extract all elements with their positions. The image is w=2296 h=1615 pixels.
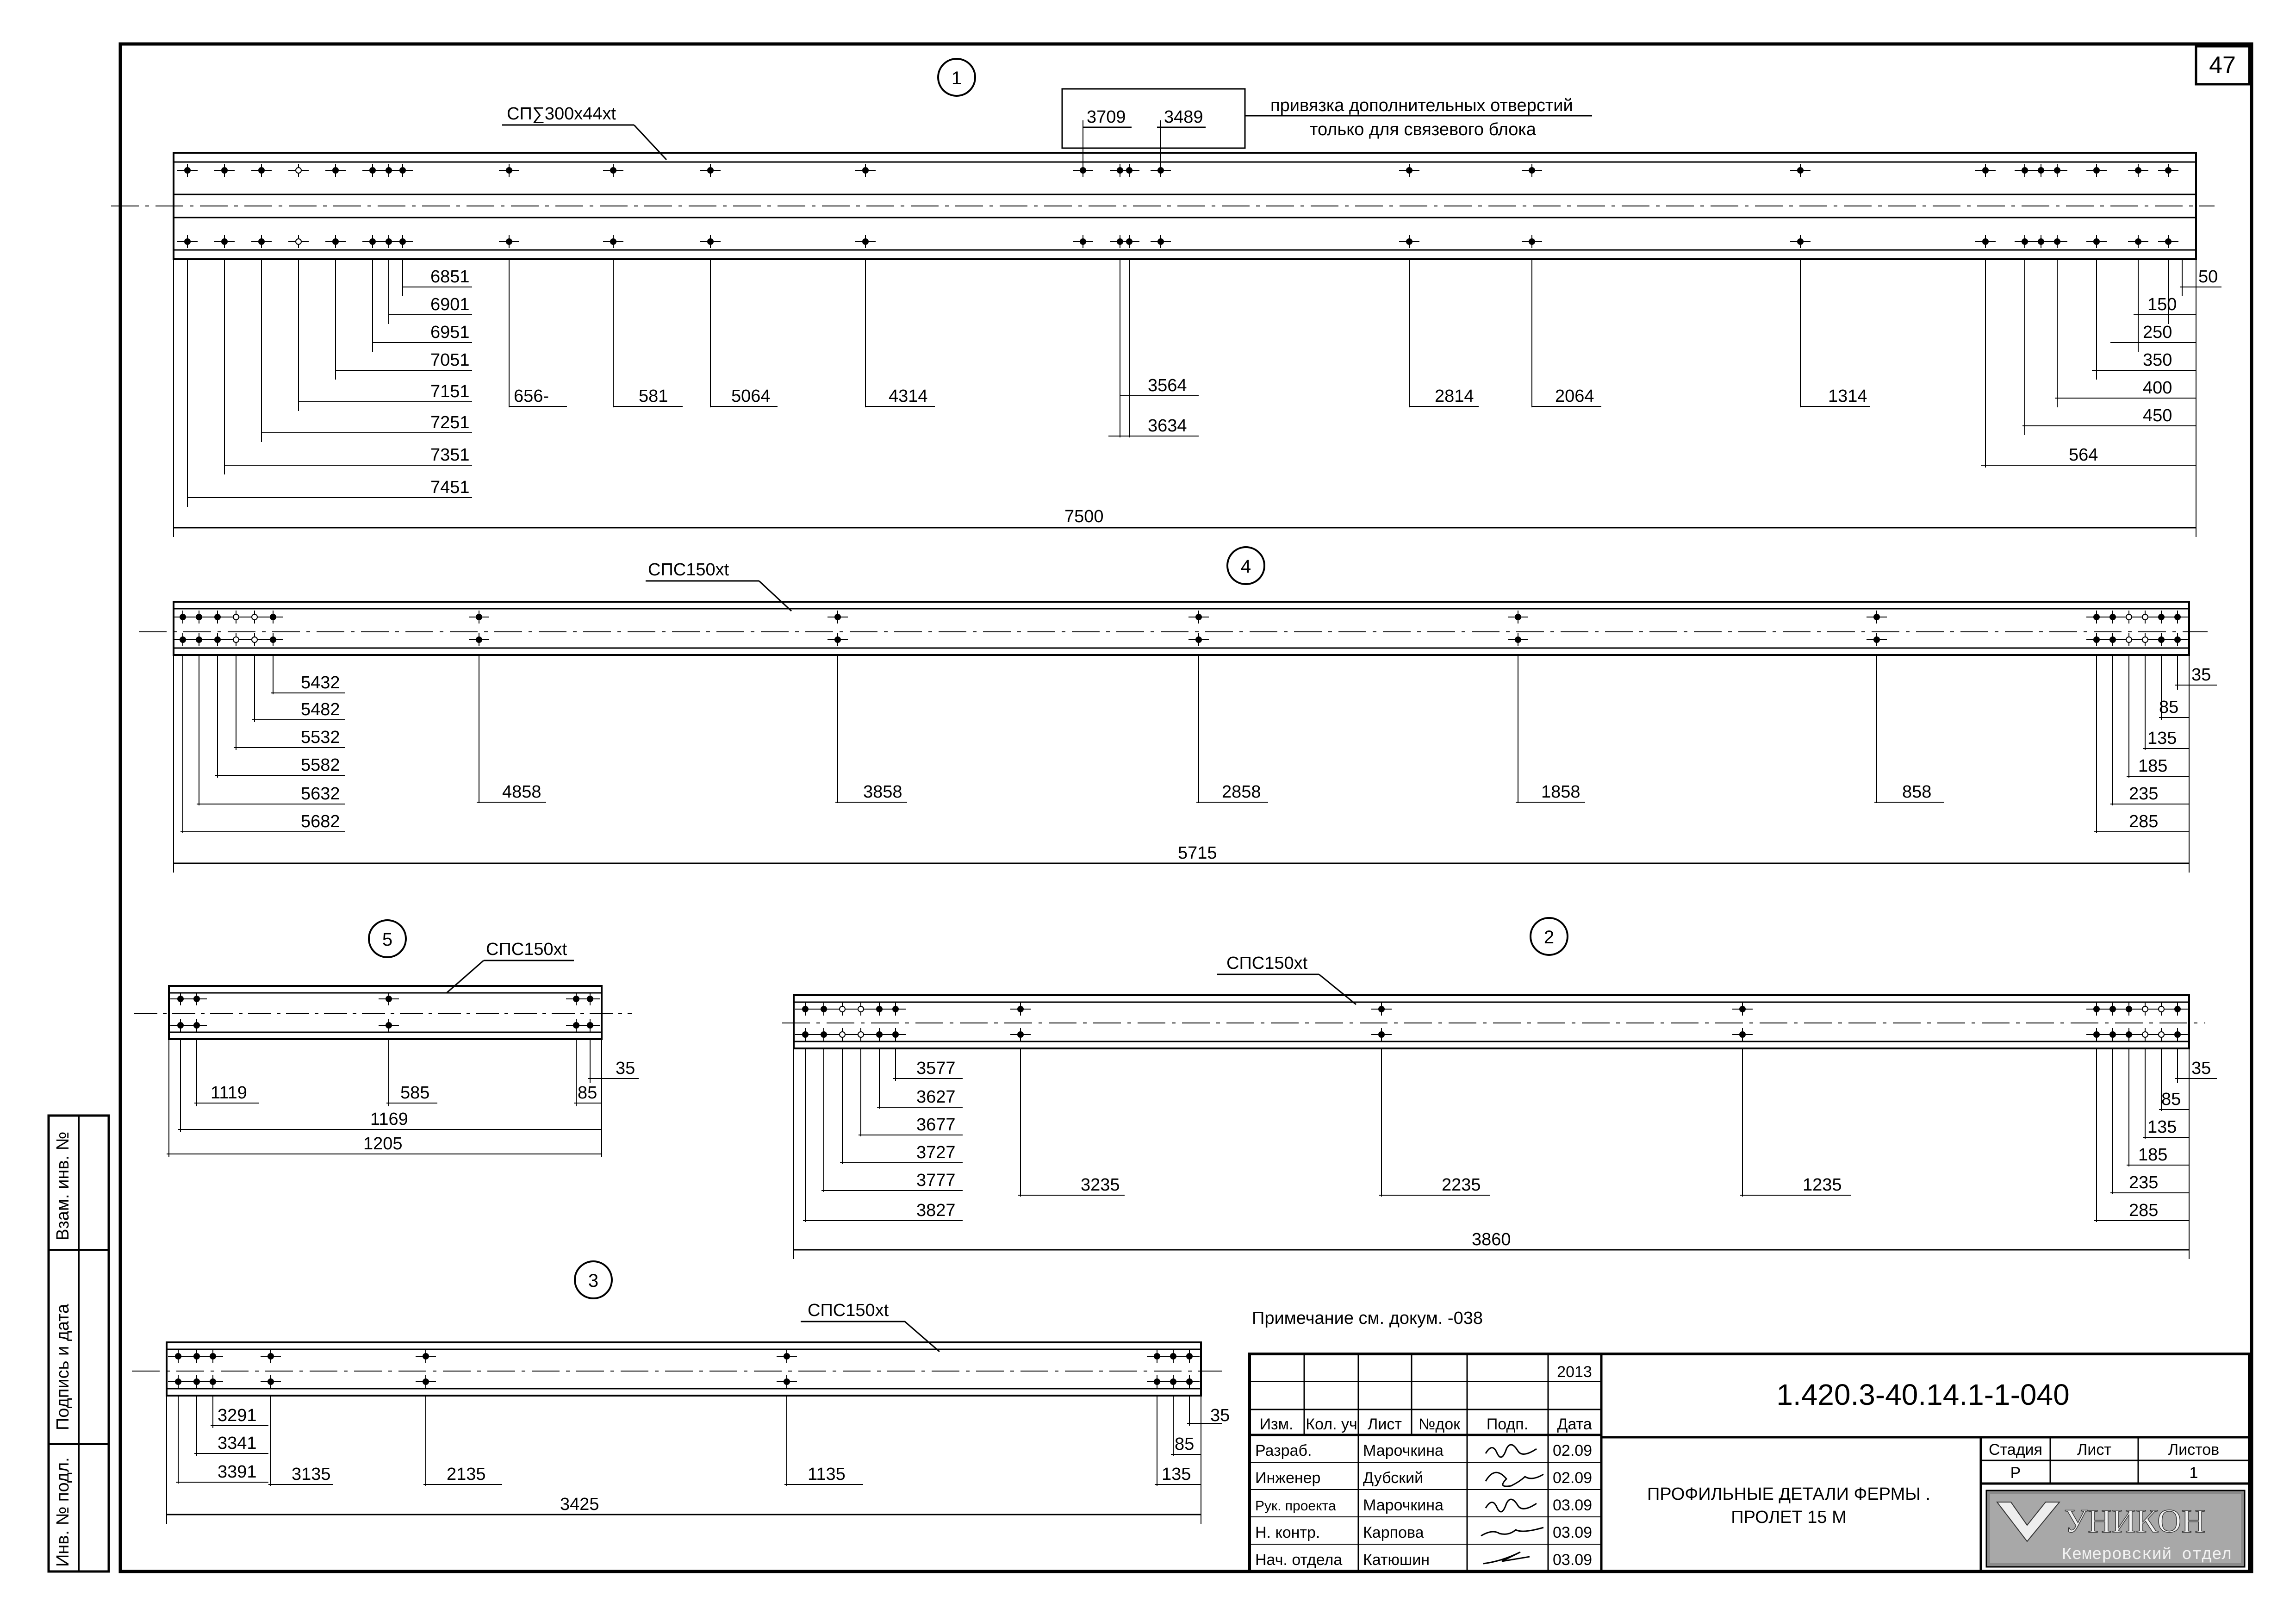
- bolt-hole: [423, 1353, 429, 1359]
- bolt-hole: [784, 1379, 790, 1384]
- detail-3-dim-right-2: 85: [1175, 1434, 1195, 1454]
- title-block-headers: [1260, 1415, 1592, 1433]
- detail-4-profile: СПС150хt: [648, 560, 729, 580]
- bolt-hole: [610, 168, 616, 173]
- detail-1-dim-mid-9: 1314: [1828, 387, 1867, 406]
- bolt-hole: [573, 1023, 579, 1028]
- bolt-hole: [1798, 168, 1803, 173]
- bolt-hole: [863, 168, 868, 173]
- row-name-2: Дубский: [1363, 1469, 1424, 1487]
- detail-4-holes: [173, 611, 2188, 646]
- detail-1-dim-mid-5: 3564: [1148, 376, 1187, 395]
- detail-2-dim-left-4: 3727: [916, 1143, 956, 1162]
- detail-5-number: 5: [382, 929, 393, 950]
- detail-2-number: 2: [1543, 927, 1555, 948]
- bolt-hole: [2038, 239, 2044, 244]
- bolt-hole: [803, 1032, 808, 1037]
- detail-1-dim-right-5: 400: [2143, 378, 2172, 398]
- detail-1-dim-mid-4: 4314: [889, 387, 928, 406]
- detail-2-beam: [794, 995, 2189, 1048]
- detail-4-dim-mid-4: 1858: [1541, 782, 1580, 802]
- bolt-hole: [2142, 1032, 2148, 1037]
- detail-1-dim-right-6: 450: [2143, 406, 2172, 425]
- bolt-hole: [877, 1032, 882, 1037]
- bolt-hole: [259, 239, 264, 244]
- detail-3-dim-left-3: 3391: [218, 1462, 257, 1482]
- bolt-hole: [178, 1023, 183, 1028]
- bolt-hole: [194, 996, 199, 1002]
- bolt-hole: [2110, 1032, 2116, 1037]
- detail-3-dim-left-1: 3291: [218, 1406, 257, 1425]
- bolt-hole: [1196, 614, 1201, 620]
- detail-4-dim-right-6: 285: [2129, 812, 2159, 831]
- bolt-hole: [2094, 1032, 2099, 1037]
- detail-2-dim-right-1: 35: [2191, 1059, 2211, 1078]
- title-block-desc-2: ПРОЛЕТ 15 М: [1731, 1508, 1847, 1527]
- detail-4-dim-left-6: 5682: [301, 812, 340, 831]
- bolt-hole: [1529, 239, 1535, 244]
- detail-5-holes: [170, 992, 600, 1032]
- bolt-hole: [386, 996, 392, 1002]
- bolt-hole: [2094, 1006, 2099, 1012]
- title-block-desc-1: ПРОФИЛЬНЫЕ ДЕТАЛИ ФЕРМЫ .: [1647, 1484, 1931, 1504]
- company-logo: [1986, 1490, 2245, 1567]
- detail-5-dim-2: 585: [400, 1083, 430, 1103]
- bolt-hole: [1983, 168, 1988, 173]
- side-stamp-podpis: Подпись и дата: [53, 1303, 73, 1430]
- bolt-hole: [268, 1379, 274, 1384]
- row-role-1: Разраб.: [1255, 1442, 1312, 1459]
- detail-2-dim-mid-2: 2235: [1442, 1175, 1481, 1195]
- header-kol: Кол. уч: [1306, 1415, 1357, 1433]
- detail-1-note-line1: привязка дополнительных отверстий: [1270, 96, 1573, 115]
- bolt-hole: [333, 239, 338, 244]
- bolt-hole: [400, 168, 405, 173]
- detail-2-dim-left-2: 3627: [916, 1087, 956, 1107]
- title-block-sheets-label: Листов: [2168, 1441, 2220, 1459]
- detail-1-dim-right-4: 350: [2143, 350, 2172, 370]
- detail-3-dim-mid-1: 3135: [292, 1465, 331, 1484]
- bolt-hole: [1170, 1353, 1176, 1359]
- logo-sub: Кемеровский отдел: [2062, 1545, 2232, 1564]
- detail-3-dim-right-3: 135: [1162, 1465, 1191, 1484]
- detail-3-holes: [168, 1350, 1200, 1388]
- detail-4-dim-right-2: 85: [2159, 698, 2179, 717]
- detail-3-dim-mid-2: 2135: [447, 1465, 486, 1484]
- detail-5-length: 1205: [363, 1134, 403, 1154]
- bolt-hole: [803, 1006, 808, 1012]
- bolt-hole: [708, 168, 713, 173]
- bolt-hole: [180, 637, 186, 642]
- row-name-1: Марочкина: [1363, 1442, 1444, 1459]
- detail-4-dim-left-1: 5432: [301, 673, 340, 692]
- bolt-hole: [2126, 1006, 2132, 1012]
- detail-2-holes: [795, 1003, 2188, 1041]
- detail-5-profile: СПС150хt: [486, 940, 567, 959]
- detail-1-dim-mid-7: 2814: [1435, 387, 1474, 406]
- bolt-hole: [821, 1006, 827, 1012]
- bolt-hole: [175, 1379, 181, 1384]
- bolt-hole: [893, 1032, 898, 1037]
- bolt-hole: [2135, 168, 2141, 173]
- row-date-4: 03.09: [1553, 1524, 1593, 1541]
- detail-4-length: 5715: [1178, 843, 1217, 863]
- bolt-hole: [2165, 168, 2171, 173]
- bolt-hole: [259, 168, 264, 173]
- bolt-hole: [1158, 239, 1164, 244]
- row-role-2: Инженер: [1255, 1469, 1321, 1487]
- bolt-hole: [2126, 1032, 2132, 1037]
- bolt-hole: [423, 1379, 429, 1384]
- bolt-hole: [185, 168, 190, 173]
- bolt-hole: [2126, 614, 2132, 620]
- bolt-hole: [215, 637, 220, 642]
- detail-2-dim-right-6: 285: [2129, 1201, 2159, 1220]
- detail-1-number: 1: [951, 68, 962, 88]
- detail-5-dim-3: 85: [578, 1083, 597, 1103]
- bolt-hole: [2175, 1006, 2180, 1012]
- bolt-hole: [1154, 1353, 1160, 1359]
- detail-5-dim-1: 1119: [211, 1083, 247, 1103]
- detail-1-dim-right-2: 150: [2147, 295, 2177, 314]
- detail-4-dim-left-2: 5482: [301, 700, 340, 719]
- row-role-5: Нач. отдела: [1255, 1551, 1343, 1569]
- detail-1-dim-mid-8: 2064: [1555, 387, 1594, 406]
- header-list: Лист: [1368, 1415, 1402, 1433]
- bolt-hole: [1126, 168, 1132, 173]
- bolt-hole: [2165, 239, 2171, 244]
- detail-2-dim-mid-1: 3235: [1081, 1175, 1120, 1195]
- bolt-hole: [2022, 239, 2028, 244]
- bolt-hole: [2159, 637, 2164, 642]
- bolt-hole: [1379, 1032, 1384, 1037]
- bolt-hole: [296, 239, 301, 244]
- detail-4-dim-right-4: 185: [2138, 756, 2168, 776]
- detail-3-dim-mid-3: 1135: [808, 1465, 846, 1484]
- detail-2-dim-right-5: 235: [2129, 1173, 2159, 1192]
- bolt-hole: [2094, 168, 2099, 173]
- title-block-stage-label: Стадия: [1989, 1441, 2042, 1459]
- bolt-hole: [194, 1379, 199, 1384]
- bolt-hole: [858, 1032, 864, 1037]
- bolt-hole: [2142, 614, 2148, 620]
- detail-1-note-dim-a: 3709: [1087, 107, 1126, 127]
- detail-3-dim-left-2: 3341: [218, 1434, 257, 1453]
- detail-2-profile: СПС150хt: [1226, 954, 1308, 973]
- row-name-4: Карпова: [1363, 1524, 1424, 1541]
- bolt-hole: [194, 1023, 199, 1028]
- bolt-hole: [1740, 1006, 1745, 1012]
- bolt-hole: [506, 239, 512, 244]
- detail-1-dim-left-4: 7051: [430, 350, 470, 370]
- bolt-hole: [835, 637, 840, 642]
- bolt-hole: [370, 239, 375, 244]
- bolt-hole: [196, 637, 202, 642]
- detail-1-dim-right-3: 250: [2143, 323, 2172, 342]
- header-ndoc: №док: [1418, 1415, 1461, 1433]
- detail-2-dim-left-5: 3777: [916, 1171, 956, 1190]
- detail-2-dim-left-3: 3677: [916, 1115, 956, 1135]
- detail-2-dim-left-6: 3827: [916, 1201, 956, 1220]
- title-block-sheets: 1: [2189, 1464, 2198, 1482]
- bolt-hole: [1515, 637, 1521, 642]
- title-block-rows: [1255, 1442, 1592, 1569]
- detail-1-length: 7500: [1064, 507, 1104, 526]
- header-podp: Подп.: [1486, 1415, 1529, 1433]
- bolt-hole: [1187, 1353, 1192, 1359]
- bolt-hole: [863, 239, 868, 244]
- bolt-hole: [1196, 637, 1201, 642]
- detail-2-dim-right-2: 85: [2161, 1090, 2181, 1109]
- title-block-designation: 1.420.3-40.14.1-1-040: [1776, 1378, 2070, 1411]
- title-block-stage: Р: [2010, 1464, 2021, 1482]
- bolt-hole: [1874, 637, 1879, 642]
- bolt-hole: [196, 614, 202, 620]
- detail-1: [111, 59, 2221, 537]
- bolt-hole: [2110, 637, 2116, 642]
- detail-4-dim-right-5: 235: [2129, 784, 2159, 804]
- detail-2-dim-right-4: 185: [2138, 1145, 2168, 1165]
- bolt-hole: [2094, 239, 2099, 244]
- detail-4-dim-mid-1: 4858: [502, 782, 541, 802]
- bolt-hole: [215, 614, 220, 620]
- bolt-hole: [386, 1023, 392, 1028]
- detail-1-dim-left-1: 6851: [430, 267, 470, 287]
- bolt-hole: [1018, 1006, 1023, 1012]
- bolt-hole: [2038, 168, 2044, 173]
- bolt-hole: [1126, 239, 1132, 244]
- bolt-hole: [2135, 239, 2141, 244]
- bolt-hole: [1515, 614, 1521, 620]
- detail-4-dim-right-3: 135: [2147, 729, 2177, 748]
- bolt-hole: [858, 1006, 864, 1012]
- bolt-hole: [2054, 239, 2060, 244]
- title-block-sheet-label: Лист: [2077, 1441, 2111, 1459]
- bolt-hole: [2022, 168, 2028, 173]
- bolt-hole: [506, 168, 512, 173]
- bolt-hole: [1170, 1379, 1176, 1384]
- bolt-hole: [1798, 239, 1803, 244]
- bolt-hole: [268, 1353, 274, 1359]
- detail-4-dim-left-4: 5582: [301, 755, 340, 775]
- detail-2: [782, 918, 2217, 1259]
- detail-4-dim-mid-2: 3858: [863, 782, 902, 802]
- detail-4-number: 4: [1240, 556, 1251, 577]
- detail-1-dim-right-1: 50: [2198, 267, 2218, 287]
- bolt-hole: [1874, 614, 1879, 620]
- bolt-hole: [587, 996, 593, 1002]
- detail-1-dim-mid-1: 656-: [514, 387, 549, 406]
- bolt-hole: [2054, 168, 2060, 173]
- side-stamp-vzam: Взам. инв. №: [53, 1131, 73, 1241]
- bolt-hole: [222, 168, 227, 173]
- row-role-3: Рук. проекта: [1255, 1498, 1336, 1514]
- detail-3-number: 3: [588, 1271, 599, 1291]
- bolt-hole: [877, 1006, 882, 1012]
- detail-4-dim-right-1: 35: [2191, 665, 2211, 685]
- detail-5: [134, 920, 639, 1157]
- detail-2-length: 3860: [1472, 1230, 1511, 1249]
- bolt-hole: [1154, 1379, 1160, 1384]
- title-block-year: 2013: [1557, 1363, 1592, 1381]
- bolt-hole: [252, 614, 257, 620]
- bolt-hole: [180, 614, 186, 620]
- bolt-hole: [370, 168, 375, 173]
- bolt-hole: [2110, 614, 2116, 620]
- bolt-hole: [1187, 1379, 1192, 1384]
- bolt-hole: [840, 1032, 845, 1037]
- detail-1-dim-mid-6: 3634: [1148, 416, 1187, 436]
- bolt-hole: [893, 1006, 898, 1012]
- bolt-hole: [185, 239, 190, 244]
- header-data: Дата: [1557, 1415, 1592, 1433]
- bolt-hole: [708, 239, 713, 244]
- bolt-hole: [2094, 614, 2099, 620]
- detail-4-dim-left-3: 5532: [301, 728, 340, 747]
- row-date-3: 03.09: [1553, 1497, 1593, 1514]
- bolt-hole: [2110, 1006, 2116, 1012]
- detail-5-dim-4: 35: [616, 1059, 635, 1078]
- detail-1-dim-left-7: 7351: [430, 445, 470, 465]
- bolt-hole: [2094, 637, 2099, 642]
- bolt-hole: [2175, 1032, 2180, 1037]
- row-role-4: Н. контр.: [1255, 1524, 1320, 1541]
- bolt-hole: [194, 1353, 199, 1359]
- bolt-hole: [2159, 614, 2164, 620]
- detail-5-dim-5: 1169: [370, 1110, 408, 1129]
- bolt-hole: [222, 239, 227, 244]
- detail-4-dim-mid-3: 2858: [1222, 782, 1261, 802]
- detail-3-beam: [167, 1342, 1201, 1396]
- bolt-hole: [233, 614, 239, 620]
- bolt-hole: [587, 1023, 593, 1028]
- bolt-hole: [1379, 1006, 1384, 1012]
- bolt-hole: [573, 996, 579, 1002]
- detail-3: [132, 1261, 1230, 1524]
- bolt-hole: [386, 239, 392, 244]
- side-stamp: [49, 1116, 109, 1571]
- bolt-hole: [1018, 1032, 1023, 1037]
- detail-2-dim-right-3: 135: [2147, 1117, 2177, 1137]
- bolt-hole: [270, 637, 276, 642]
- detail-3-length: 3425: [560, 1495, 599, 1514]
- detail-1-dim-left-5: 7151: [430, 382, 470, 401]
- detail-1-dim-left-3: 6951: [430, 323, 470, 342]
- bolt-hole: [1983, 239, 1988, 244]
- detail-1-dim-left-2: 6901: [430, 295, 470, 314]
- bolt-hole: [400, 239, 405, 244]
- logo-name: УНИКОН: [2064, 1503, 2206, 1540]
- detail-3-profile: СПС150хt: [808, 1301, 889, 1320]
- bolt-hole: [840, 1006, 845, 1012]
- detail-3-dim-right-1: 35: [1210, 1406, 1230, 1425]
- detail-1-dim-left-6: 7251: [430, 413, 470, 432]
- detail-1-dim-mid-2: 581: [639, 387, 668, 406]
- detail-1-profile: СП∑300х44хt: [507, 104, 616, 124]
- bolt-hole: [386, 168, 392, 173]
- bolt-hole: [175, 1353, 181, 1359]
- bolt-hole: [1080, 239, 1086, 244]
- bolt-hole: [1529, 168, 1535, 173]
- detail-1-dim-right-7: 564: [2069, 445, 2098, 465]
- bolt-hole: [476, 637, 482, 642]
- bolt-hole: [2159, 1006, 2164, 1012]
- detail-1-note-dim-b: 3489: [1164, 107, 1203, 127]
- bolt-hole: [210, 1353, 216, 1359]
- bolt-hole: [233, 637, 239, 642]
- bolt-hole: [835, 614, 840, 620]
- bolt-hole: [1406, 168, 1412, 173]
- bolt-hole: [2142, 637, 2148, 642]
- header-izm: Изм.: [1259, 1415, 1294, 1433]
- bolt-hole: [210, 1379, 216, 1384]
- row-date-1: 02.09: [1553, 1442, 1593, 1459]
- row-name-3: Марочкина: [1363, 1497, 1444, 1514]
- bolt-hole: [252, 637, 257, 642]
- bolt-hole: [2175, 614, 2180, 620]
- bolt-hole: [2142, 1006, 2148, 1012]
- note-text: Примечание см. докум. -038: [1252, 1309, 1483, 1328]
- detail-2-dim-mid-3: 1235: [1803, 1175, 1842, 1195]
- bolt-hole: [2159, 1032, 2164, 1037]
- bolt-hole: [2126, 637, 2132, 642]
- bolt-hole: [821, 1032, 827, 1037]
- row-name-5: Катюшин: [1363, 1551, 1430, 1569]
- detail-2-dim-left-1: 3577: [916, 1059, 956, 1078]
- bolt-hole: [2175, 637, 2180, 642]
- bolt-hole: [333, 168, 338, 173]
- row-date-2: 02.09: [1553, 1469, 1593, 1487]
- detail-1-note-line2: только для связевого блока: [1310, 120, 1536, 139]
- bolt-hole: [1740, 1032, 1745, 1037]
- bolt-hole: [610, 239, 616, 244]
- side-stamp-inv: Инв. № подл.: [53, 1457, 73, 1567]
- bolt-hole: [476, 614, 482, 620]
- bolt-hole: [296, 168, 301, 173]
- bolt-hole: [270, 614, 276, 620]
- row-date-5: 03.09: [1553, 1551, 1593, 1569]
- detail-4-dim-mid-5: 858: [1902, 782, 1932, 802]
- bolt-hole: [784, 1353, 790, 1359]
- detail-1-dim-left-8: 7451: [430, 478, 470, 497]
- detail-5-beam: [169, 986, 602, 1039]
- bolt-hole: [178, 996, 183, 1002]
- detail-1-dim-mid-3: 5064: [731, 387, 771, 406]
- detail-4-dim-left-5: 5632: [301, 784, 340, 804]
- detail-4-beam: [174, 602, 2189, 655]
- sheet-number: 47: [2209, 52, 2236, 79]
- detail-4: [139, 547, 2217, 873]
- bolt-hole: [1406, 239, 1412, 244]
